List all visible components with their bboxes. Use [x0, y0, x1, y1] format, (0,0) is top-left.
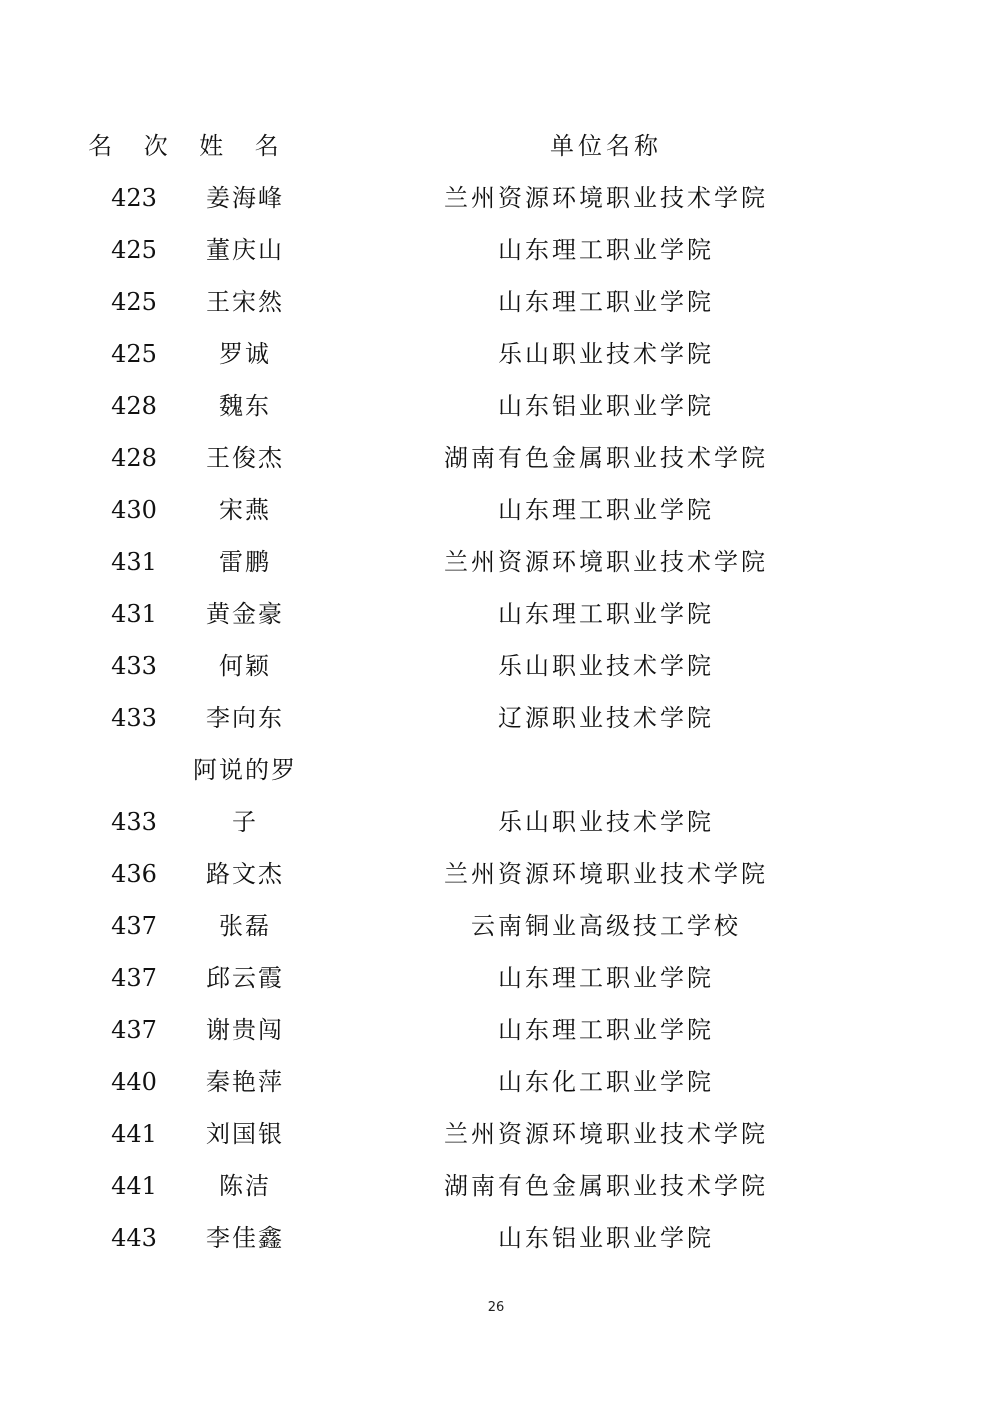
table-row [0, 536, 992, 588]
row-rank: 425 [111, 288, 157, 316]
row-rank: 428 [111, 392, 157, 420]
table-row [0, 588, 992, 640]
row-unit: 山东理工职业学院 [498, 1016, 714, 1044]
table-row [0, 328, 992, 380]
row-name: 张磊 [219, 912, 271, 940]
row-rank: 428 [111, 444, 157, 472]
row-name: 雷鹏 [219, 548, 271, 576]
row-rank: 423 [111, 184, 157, 212]
row-name: 谢贵闯 [206, 1016, 284, 1044]
row-name: 李佳鑫 [206, 1224, 284, 1252]
row-unit: 兰州资源环境职业技术学院 [444, 184, 768, 212]
row-unit: 辽源职业技术学院 [498, 704, 714, 732]
row-rank: 433 [111, 704, 157, 732]
table-row [0, 900, 992, 952]
row-name: 邱云霞 [206, 964, 284, 992]
row-rank: 433 [111, 808, 157, 836]
table-row [0, 224, 992, 276]
header-rank: 名 次 [88, 132, 180, 160]
row-name: 王俊杰 [206, 444, 284, 472]
row-unit: 山东铝业职业学院 [498, 392, 714, 420]
row-rank: 437 [111, 912, 157, 940]
row-unit: 云南铜业高级技工学校 [471, 912, 741, 940]
table-row [0, 1160, 992, 1212]
row-rank: 443 [111, 1224, 157, 1252]
row-rank: 441 [111, 1172, 157, 1200]
table-row [0, 276, 992, 328]
row-name-line1: 阿说的罗 [193, 756, 297, 784]
page-number: 26 [487, 1300, 505, 1315]
row-unit: 乐山职业技术学院 [498, 340, 714, 368]
row-unit: 山东理工职业学院 [498, 964, 714, 992]
row-unit: 兰州资源环境职业技术学院 [444, 1120, 768, 1148]
table-row [0, 640, 992, 692]
table-row [0, 484, 992, 536]
table-row [0, 692, 992, 744]
row-unit: 山东理工职业学院 [498, 600, 714, 628]
row-name-wrapped [185, 744, 305, 848]
row-name: 何颖 [219, 652, 271, 680]
row-unit: 山东理工职业学院 [498, 288, 714, 316]
table-row [0, 380, 992, 432]
row-unit: 兰州资源环境职业技术学院 [444, 860, 768, 888]
table-row [0, 848, 992, 900]
row-name: 宋燕 [219, 496, 271, 524]
row-rank: 425 [111, 236, 157, 264]
row-unit: 山东化工职业学院 [498, 1068, 714, 1096]
row-name: 王宋然 [206, 288, 284, 316]
row-unit: 乐山职业技术学院 [498, 808, 714, 836]
row-name: 黄金豪 [206, 600, 284, 628]
row-name: 罗诚 [219, 340, 271, 368]
row-unit: 山东铝业职业学院 [498, 1224, 714, 1252]
row-name: 路文杰 [206, 860, 284, 888]
row-unit: 山东理工职业学院 [498, 236, 714, 264]
row-unit: 山东理工职业学院 [498, 496, 714, 524]
row-rank: 437 [111, 1016, 157, 1044]
row-name: 秦艳萍 [206, 1068, 284, 1096]
row-name: 陈洁 [219, 1172, 271, 1200]
table-row [0, 1212, 992, 1264]
row-name: 李向东 [206, 704, 284, 732]
row-name: 董庆山 [206, 236, 284, 264]
header-unit: 单位名称 [550, 132, 662, 160]
row-name: 魏东 [219, 392, 271, 420]
row-unit: 湖南有色金属职业技术学院 [444, 444, 768, 472]
row-rank: 440 [111, 1068, 157, 1096]
table-row [0, 744, 992, 848]
row-rank: 437 [111, 964, 157, 992]
row-rank: 441 [111, 1120, 157, 1148]
row-rank: 431 [111, 600, 157, 628]
row-name-line2: 子 [232, 808, 258, 836]
row-rank: 425 [111, 340, 157, 368]
table-row [0, 952, 992, 1004]
row-rank: 430 [111, 496, 157, 524]
row-name: 姜海峰 [206, 184, 284, 212]
table-row [0, 1056, 992, 1108]
table-row [0, 432, 992, 484]
row-rank: 433 [111, 652, 157, 680]
table-header [0, 120, 992, 172]
row-rank: 431 [111, 548, 157, 576]
table-row [0, 1004, 992, 1056]
row-unit: 兰州资源环境职业技术学院 [444, 548, 768, 576]
header-name: 姓 名 [199, 132, 291, 160]
table-row [0, 1108, 992, 1160]
row-unit: 乐山职业技术学院 [498, 652, 714, 680]
table-row [0, 172, 992, 224]
row-unit: 湖南有色金属职业技术学院 [444, 1172, 768, 1200]
row-name: 刘国银 [206, 1120, 284, 1148]
row-rank: 436 [111, 860, 157, 888]
